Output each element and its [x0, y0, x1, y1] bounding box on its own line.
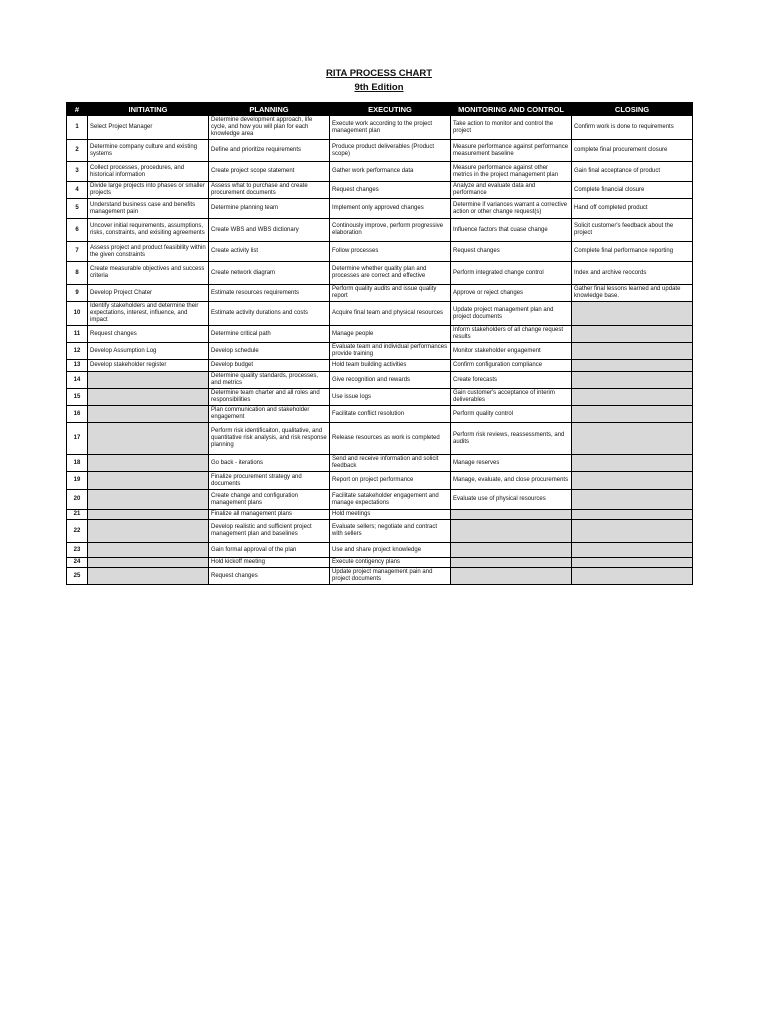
initiating-cell — [88, 510, 209, 520]
table-row — [67, 510, 693, 520]
table-row — [67, 423, 693, 455]
executing-cell: Hold meetings — [330, 510, 451, 520]
closing-cell: Confirm work is done to requirements — [572, 116, 693, 140]
row-number: 6 — [67, 219, 88, 242]
table-row — [67, 242, 693, 262]
planning-cell: Finalize all management plans — [209, 510, 330, 520]
closing-cell — [572, 490, 693, 510]
monitoring-cell: Perform risk reviews, reassessments, and audits — [451, 423, 572, 455]
planning-cell: Develop schedule — [209, 343, 330, 360]
monitoring-cell — [451, 510, 572, 520]
initiating-cell — [88, 520, 209, 543]
executing-cell: Send and receive information and solicit feedback — [330, 455, 451, 472]
executing-cell: Execute work according to the project management plan — [330, 116, 451, 140]
planning-cell: Perform risk identificaiton, qualitative, and quantitative risk analysis, and risk response planning — [209, 423, 330, 455]
planning-cell: Determine development approach, life cycle, and how you will plan for each knowledge area — [209, 116, 330, 140]
monitoring-cell: Determine if variances warrant a corrective action or other change request(s) — [451, 199, 572, 219]
executing-cell: Report on project performance — [330, 472, 451, 490]
planning-cell: Determine team charter and all roles and responsibilities — [209, 389, 330, 406]
initiating-cell: Create measurable objectives and success criteria — [88, 262, 209, 285]
table-row — [67, 262, 693, 285]
closing-cell: Hand off completed product — [572, 199, 693, 219]
planning-cell: Hold kickoff meeting — [209, 558, 330, 568]
initiating-cell — [88, 423, 209, 455]
table-row — [67, 343, 693, 360]
executing-cell: Facilitate conflict resolution — [330, 406, 451, 423]
executing-cell: Follow processes — [330, 242, 451, 262]
table-row — [67, 199, 693, 219]
table-row — [67, 140, 693, 162]
executing-cell: Evaluate sellers; negotiate and contract with sellers — [330, 520, 451, 543]
planning-cell: Finalize procurement strategy and documents — [209, 472, 330, 490]
initiating-cell: Develop Assumption Log — [88, 343, 209, 360]
initiating-cell: Determine company culture and existing systems — [88, 140, 209, 162]
table-row — [67, 326, 693, 343]
closing-cell — [572, 389, 693, 406]
monitoring-cell: Inform stakeholders of all change request results — [451, 326, 572, 343]
planning-cell: Assess what to purchase and create procurement documents — [209, 182, 330, 199]
table-row — [67, 182, 693, 199]
planning-cell: Estimate activity durations and costs — [209, 302, 330, 326]
executing-cell: Perform quality audits and issue quality report — [330, 285, 451, 302]
initiating-cell: Collect processes, procedures, and historical information — [88, 162, 209, 182]
table-row — [67, 116, 693, 140]
closing-cell: Complete final performance reporting — [572, 242, 693, 262]
executing-cell: Gather work performance data — [330, 162, 451, 182]
chart-title: RITA PROCESS CHART — [325, 68, 433, 79]
executing-cell: Produce product deliverables (Product scope) — [330, 140, 451, 162]
executing-cell: Continously improve, perform progressive elaboration — [330, 219, 451, 242]
monitoring-cell — [451, 558, 572, 568]
initiating-cell — [88, 543, 209, 558]
closing-cell: Solicit customer's feedback about the project — [572, 219, 693, 242]
closing-cell — [572, 326, 693, 343]
closing-cell — [572, 360, 693, 372]
planning-cell: Create WBS and WBS dictionary — [209, 219, 330, 242]
monitoring-cell: Create forecasts — [451, 372, 572, 389]
monitoring-cell: Influence factors that cuase change — [451, 219, 572, 242]
row-number: 25 — [67, 568, 88, 585]
header-planning: PLANNING — [209, 103, 330, 116]
table-row — [67, 360, 693, 372]
planning-cell: Create network diagram — [209, 262, 330, 285]
monitoring-cell: Evaluate use of physical resources — [451, 490, 572, 510]
header-closing: CLOSING — [572, 103, 693, 116]
monitoring-cell: Perform quality control — [451, 406, 572, 423]
monitoring-cell: Perform integrated change control — [451, 262, 572, 285]
header-number: # — [67, 103, 88, 116]
monitoring-cell: Manage, evaluate, and close procurements — [451, 472, 572, 490]
planning-cell: Create activity list — [209, 242, 330, 262]
executing-cell: Acquire final team and physical resources — [330, 302, 451, 326]
planning-cell: Develop realistic and sufficient project management plan and baselines — [209, 520, 330, 543]
row-number: 3 — [67, 162, 88, 182]
closing-cell — [572, 455, 693, 472]
executing-cell: Release resources as work is completed — [330, 423, 451, 455]
table-row — [67, 558, 693, 568]
monitoring-cell: Measure performance against other metrics in the project management plan — [451, 162, 572, 182]
initiating-cell: Develop stakeholder register — [88, 360, 209, 372]
executing-cell: Manage people — [330, 326, 451, 343]
row-number: 20 — [67, 490, 88, 510]
planning-cell: Estimate resources requirements — [209, 285, 330, 302]
row-number: 8 — [67, 262, 88, 285]
closing-cell: Complete financial closure — [572, 182, 693, 199]
monitoring-cell — [451, 568, 572, 585]
initiating-cell: Assess project and product feasibility within the given constraints — [88, 242, 209, 262]
executing-cell: Give recognition and rewards — [330, 372, 451, 389]
header-executing: EXECUTING — [330, 103, 451, 116]
initiating-cell — [88, 406, 209, 423]
executing-cell: Hold team building activities — [330, 360, 451, 372]
executing-cell: Facilitate satakeholder engagement and manage expectations — [330, 490, 451, 510]
monitoring-cell: Gain customer's acceptance of interim deliverables — [451, 389, 572, 406]
initiating-cell: Request changes — [88, 326, 209, 343]
row-number: 19 — [67, 472, 88, 490]
executing-cell: Determine whether quality plan and processes are correct and effective — [330, 262, 451, 285]
monitoring-cell: Take action to monitor and control the project — [451, 116, 572, 140]
closing-cell — [572, 302, 693, 326]
monitoring-cell: Manage reserves — [451, 455, 572, 472]
closing-cell — [572, 543, 693, 558]
initiating-cell — [88, 372, 209, 389]
initiating-cell — [88, 389, 209, 406]
initiating-cell: Uncover initial requirements, assumptions, risks, constraints, and exisiting agreements — [88, 219, 209, 242]
planning-cell: Gain formal approval of the plan — [209, 543, 330, 558]
row-number: 4 — [67, 182, 88, 199]
initiating-cell — [88, 472, 209, 490]
executing-cell: Request changes — [330, 182, 451, 199]
planning-cell: Define and prioritize requirements — [209, 140, 330, 162]
initiating-cell — [88, 455, 209, 472]
monitoring-cell: Update project management plan and project documents — [451, 302, 572, 326]
header-monitoring: MONITORING AND CONTROL — [451, 103, 572, 116]
process-chart-table — [66, 102, 693, 585]
table-row — [67, 455, 693, 472]
header-row — [67, 103, 693, 116]
row-number: 2 — [67, 140, 88, 162]
closing-cell — [572, 510, 693, 520]
table-row — [67, 389, 693, 406]
table-row — [67, 490, 693, 510]
table-header — [67, 103, 693, 116]
initiating-cell — [88, 568, 209, 585]
initiating-cell: Develop Project Chater — [88, 285, 209, 302]
table-row — [67, 568, 693, 585]
row-number: 11 — [67, 326, 88, 343]
closing-cell — [572, 423, 693, 455]
closing-cell — [572, 343, 693, 360]
edition-subtitle: 9th Edition — [354, 82, 404, 93]
monitoring-cell — [451, 543, 572, 558]
initiating-cell: Divide large projects into phases or smaller projects — [88, 182, 209, 199]
row-number: 17 — [67, 423, 88, 455]
closing-cell — [572, 406, 693, 423]
closing-cell: complete final procurement closure — [572, 140, 693, 162]
table-row — [67, 372, 693, 389]
closing-cell: Index and archive reocords — [572, 262, 693, 285]
row-number: 9 — [67, 285, 88, 302]
planning-cell: Determine critical path — [209, 326, 330, 343]
row-number: 7 — [67, 242, 88, 262]
row-number: 15 — [67, 389, 88, 406]
closing-cell: Gain final acceptance of product — [572, 162, 693, 182]
row-number: 18 — [67, 455, 88, 472]
initiating-cell — [88, 490, 209, 510]
planning-cell: Determine planning team — [209, 199, 330, 219]
row-number: 10 — [67, 302, 88, 326]
executing-cell: Implement only approved changes — [330, 199, 451, 219]
closing-cell — [572, 568, 693, 585]
monitoring-cell: Request changes — [451, 242, 572, 262]
table-row — [67, 406, 693, 423]
planning-cell: Plan communication and stakeholder engagement — [209, 406, 330, 423]
planning-cell: Develop budget — [209, 360, 330, 372]
monitoring-cell: Approve or reject changes — [451, 285, 572, 302]
executing-cell: Execute contigency plans — [330, 558, 451, 568]
initiating-cell: Identify stakeholders and determine their expectations, interest, influence, and impact — [88, 302, 209, 326]
closing-cell — [572, 472, 693, 490]
table-row — [67, 472, 693, 490]
planning-cell: Create change and configuration management plans — [209, 490, 330, 510]
row-number: 1 — [67, 116, 88, 140]
executing-cell: Evaluate team and individual performances provide training — [330, 343, 451, 360]
row-number: 23 — [67, 543, 88, 558]
table-row — [67, 520, 693, 543]
header-initiating: INITIATING — [88, 103, 209, 116]
closing-cell: Gather final lessons learned and update knowledge base. — [572, 285, 693, 302]
initiating-cell: Understand business case and benefits management pain — [88, 199, 209, 219]
table-row — [67, 543, 693, 558]
planning-cell: Create project scope statement — [209, 162, 330, 182]
executing-cell: Use and share project knowledge — [330, 543, 451, 558]
executing-cell: Update project management pain and project documents — [330, 568, 451, 585]
row-number: 14 — [67, 372, 88, 389]
planning-cell: Determine quality standards, processes, and metrics — [209, 372, 330, 389]
table-row — [67, 162, 693, 182]
monitoring-cell: Measure performance against performance measurement baseline — [451, 140, 572, 162]
row-number: 24 — [67, 558, 88, 568]
row-number: 5 — [67, 199, 88, 219]
table-row — [67, 285, 693, 302]
row-number: 16 — [67, 406, 88, 423]
closing-cell — [572, 558, 693, 568]
executing-cell: Use issue logs — [330, 389, 451, 406]
planning-cell: Go back - iterations — [209, 455, 330, 472]
table-row — [67, 302, 693, 326]
initiating-cell — [88, 558, 209, 568]
row-number: 13 — [67, 360, 88, 372]
row-number: 12 — [67, 343, 88, 360]
monitoring-cell — [451, 520, 572, 543]
closing-cell — [572, 520, 693, 543]
monitoring-cell: Analyze and evaluate data and performance — [451, 182, 572, 199]
planning-cell: Request changes — [209, 568, 330, 585]
table-body — [67, 116, 693, 585]
initiating-cell: Select Project Manager — [88, 116, 209, 140]
monitoring-cell: Monitor stakeholder engagement — [451, 343, 572, 360]
row-number: 21 — [67, 510, 88, 520]
closing-cell — [572, 372, 693, 389]
table-row — [67, 219, 693, 242]
monitoring-cell: Confirm configuration compliance — [451, 360, 572, 372]
row-number: 22 — [67, 520, 88, 543]
